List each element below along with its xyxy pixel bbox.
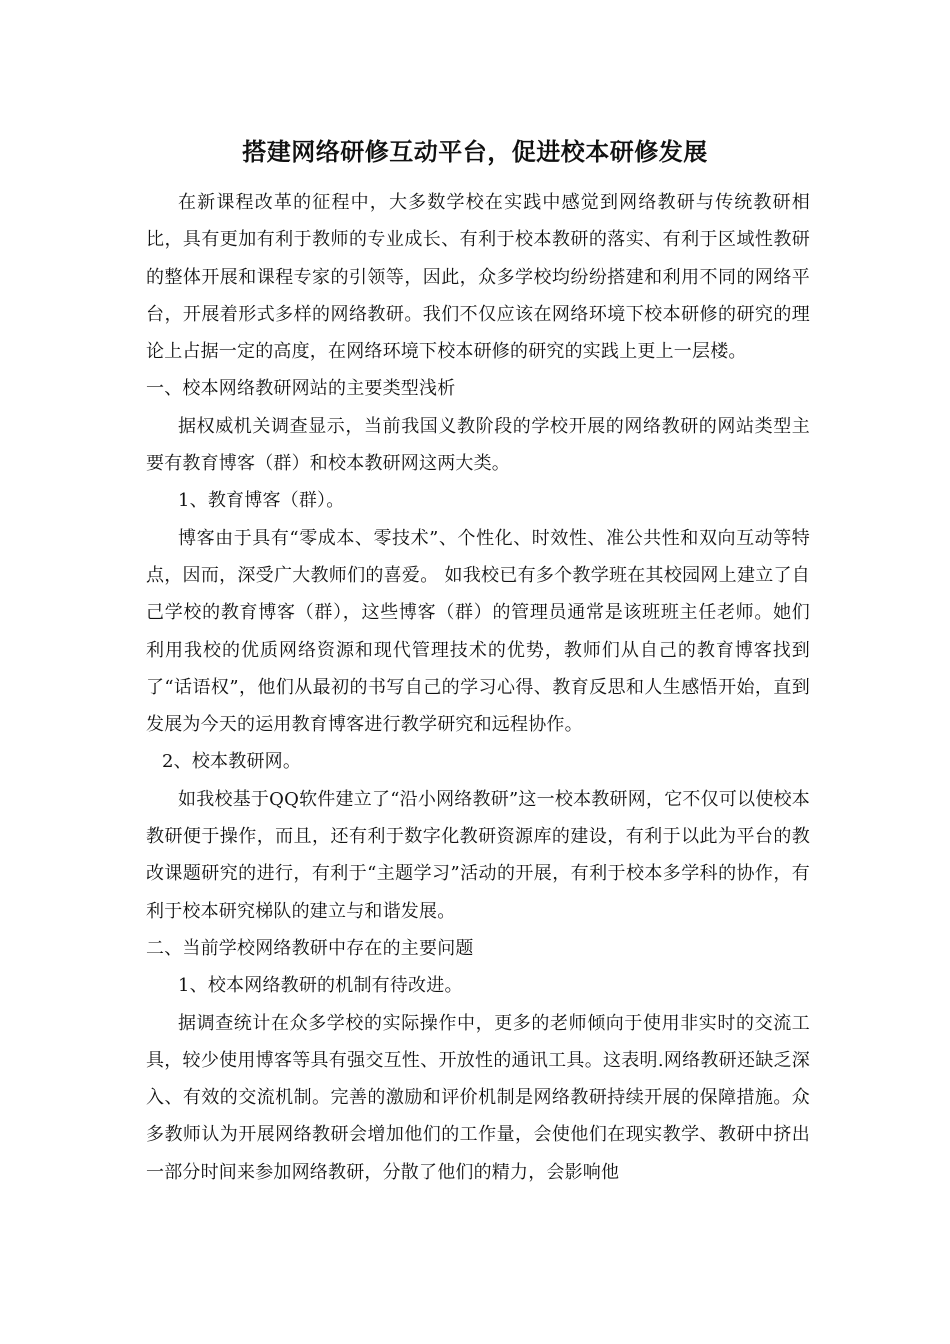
document-title: 搭建网络研修互动平台，促进校本研修发展	[242, 138, 708, 166]
section-heading-1: 一、校本网络教研网站的主要类型浅析	[146, 378, 456, 400]
section-heading-2: 二、当前学校网络教研中存在的主要问题	[146, 937, 474, 959]
subheading-school-network: 2、校本教研网。	[162, 751, 302, 773]
paragraph-blog: 博客由于具有“零成本、零技术”、个性化、时效性、准公共性和双向互动等特点，因而，深受广大教师们的喜爱。 如我校已有多个教学班在其校园网上建立了自己学校的教育博客（群），这些博客（群）的管理员通常是该班班主任老师。她们利用我校的优质网络资源和现代管理技术的优势，教师们从自己的教育博客找到了“话语权”，他们从最初的书写自己的学习心得、教育反思和人生感悟开始，直到发展为今天的运用教育博客进行教学研究和远程协作。	[146, 527, 810, 736]
paragraph-mechanism: 据调查统计在众多学校的实际操作中，更多的老师倾向于使用非实时的交流工具，较少使用博客等具有强交互性、开放性的通讯工具。这表明.网络教研还缺乏深入、有效的交流机制。完善的激励和评价机制是网络教研持续开展的保障措施。众多教师认为开展网络教研会增加他们的工作量，会使他们在现实教学、教研中挤出一部分时间来参加网络教研，分散了他们的精力，会影响他	[146, 1012, 810, 1183]
document-body	[146, 184, 810, 1191]
subheading-mechanism: 1、校本网络教研的机制有待改进。	[178, 975, 463, 997]
paragraph-survey: 据权威机关调查显示，当前我国义教阶段的学校开展的网络教研的网站类型主要有教育博客（群）和校本教研网这两大类。	[146, 415, 810, 475]
subheading-blog: 1、教育博客（群）。	[178, 490, 345, 512]
paragraph-school-network: 如我校基于QQ软件建立了“沿小网络教研”这一校本教研网，它不仅可以使校本教研便于操作，而且，还有利于数字化教研资源库的建设，有利于以此为平台的教改课题研究的进行，有利于“主题学习”活动的开展，有利于校本多学科的协作，有利于校本研究梯队的建立与和谐发展。	[146, 788, 810, 922]
paragraph-intro: 在新课程改革的征程中，大多数学校在实践中感觉到网络教研与传统教研相比，具有更加有利于教师的专业成长、有利于校本教研的落实、有利于区域性教研的整体开展和课程专家的引领等，因此，众多学校均纷纷搭建和利用不同的网络平台，开展着形式多样的网络教研。我们不仅应该在网络环境下校本研修的研究的理论上占据一定的高度，在网络环境下校本研修的研究的实践上更上一层楼。	[146, 192, 810, 363]
